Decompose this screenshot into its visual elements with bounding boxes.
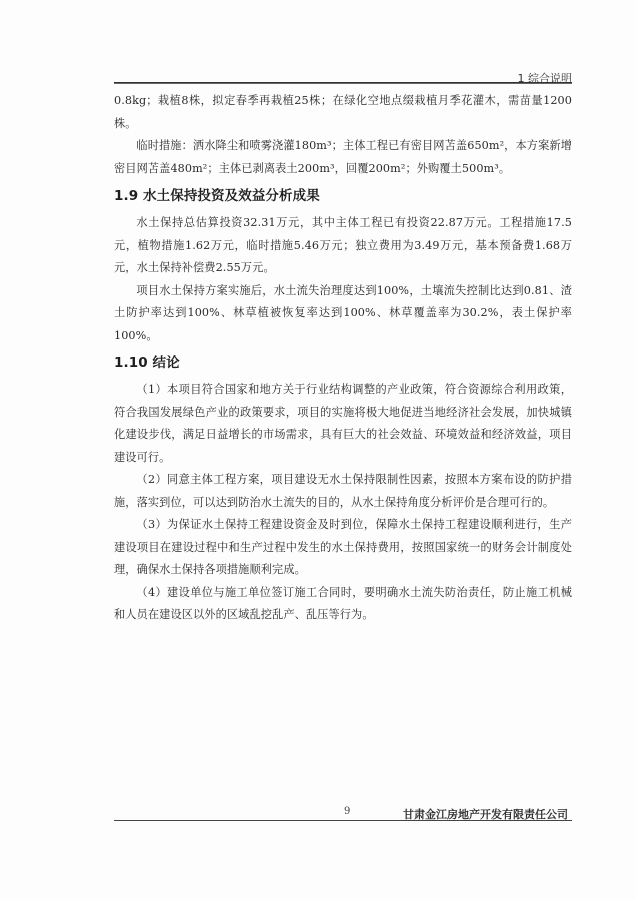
paragraph-temporary-measures: 临时措施：洒水降尘和喷雾浇灌180m³；主体工程已有密目网苫盖650m²，本方案新增密目网苫盖480m²；主体已剥离表土200m³，回覆200m²；外购覆土500m³。 — [114, 139, 572, 175]
conclusion-item-3: （3）为保证水土保持工程建设资金及时到位，保障水土保持工程建设顺利进行，生产建设项目在建设过程中和生产过程中发生的水土保持费用，按照国家统一的财务会计制度处理，确保水土保持各项措施顺利完成。 — [114, 518, 572, 576]
footer-rule — [114, 820, 572, 821]
paragraph-continuation: 0.8kg；栽植8株，拟定春季再栽植25株；在绿化空地点缀栽植月季花灌木，需苗量1200株。 — [114, 94, 572, 130]
page-number: 9 — [344, 806, 351, 817]
conclusion-item-1: （1）本项目符合国家和地方关于行业结构调整的产业政策，符合资源综合利用政策，符合我国发展绿色产业的政策要求，项目的实施将极大地促进当地经济社会发展，加快城镇化建设步伐，满足日益增长的市场需求，具有巨大的社会效益、环境效益和经济效益，项目建设可行。 — [114, 383, 572, 464]
section-header-label: 1 综合说明 — [517, 72, 572, 85]
footer-company-name: 甘肃金江房地产开发有限责任公司 — [403, 808, 568, 821]
heading-investment-analysis: 1.9 水土保持投资及效益分析成果 — [114, 188, 320, 204]
page-content — [114, 90, 572, 627]
header-rule — [114, 82, 572, 84]
heading-conclusion: 1.10 结论 — [114, 355, 180, 371]
paragraph-benefit: 项目水土保持方案实施后，水土流失治理度达到100%，土壤流失控制比达到0.81、渣土防护率达到100%、林草植被恢复率达到100%、林草覆盖率为30.2%，表土保护率100%。 — [114, 283, 572, 342]
conclusion-item-4: （4）建设单位与施工单位签订施工合同时，要明确水土流失防治责任，防止施工机械和人员在建设区以外的区域乱挖乱产、乱压等行为。 — [114, 585, 572, 621]
conclusion-item-2: （2）同意主体工程方案，项目建设无水土保持限制性因素，按照本方案布设的防护措施，落实到位，可以达到防治水土流失的目的，从水土保持角度分析评价是合理可行的。 — [114, 473, 572, 509]
paragraph-investment: 水土保持总估算投资32.31万元，其中主体工程已有投资22.87万元。工程措施17.5元，植物措施1.62万元，临时措施5.46万元；独立费用为3.49万元，基本预备费1.68万元，水土保持补偿费2.55万元。 — [114, 216, 572, 274]
